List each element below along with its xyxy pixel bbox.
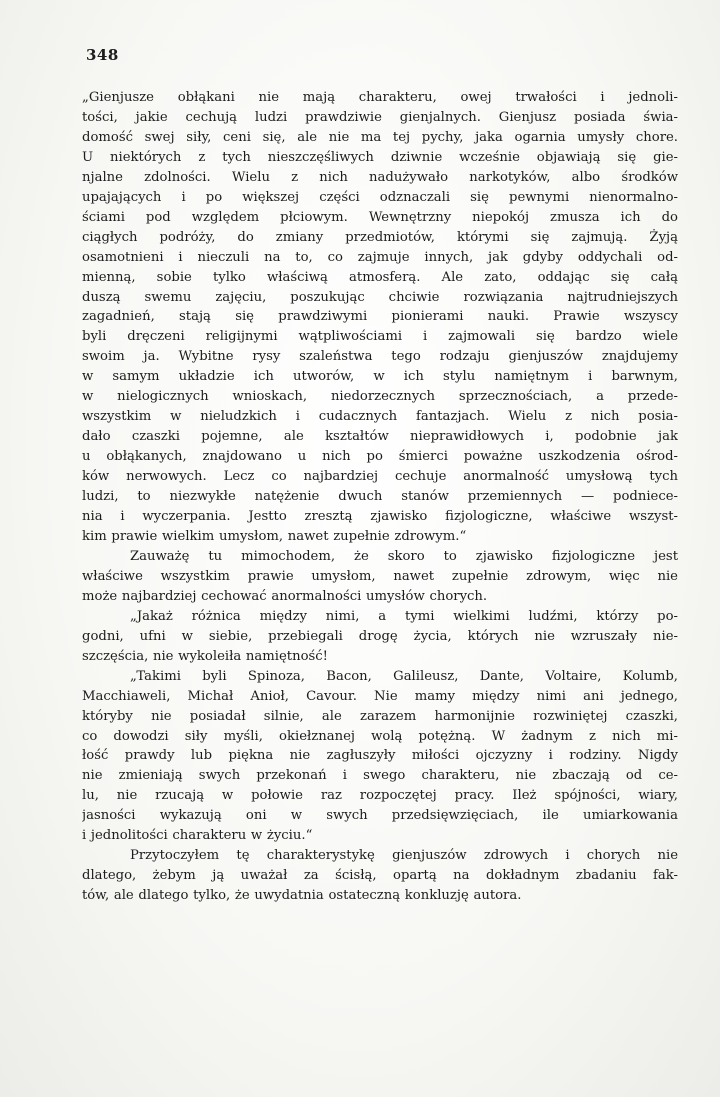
page-number: 348 — [86, 46, 119, 64]
text-line: co dowodzi siły myśli, okiełznanej wolą potężną. W żadnym z nich mi- — [82, 728, 678, 744]
text-line: nie zmieniają swych przekonań i swego charakteru, nie zbaczają od ce- — [82, 768, 678, 784]
text-line: zagadnień, stają się prawdziwymi pionierami nauki. Prawie wszyscy — [82, 309, 678, 325]
text-line: w samym układzie ich utworów, w ich stylu namiętnym i barwnym, — [82, 369, 678, 385]
text-line: lu, nie rzucają w połowie raz rozpoczętej pracy. Ileż spójności, wiary, — [82, 788, 678, 804]
text-line: swoim ja. Wybitne rysy szaleństwa tego rodzaju gienjuszów znajdujemy — [82, 349, 678, 365]
text-line: kim prawie wielkim umysłom, nawet zupełnie zdrowym.“ — [82, 528, 467, 544]
text-line: szczęścia, nie wykoleiła namiętność! — [82, 648, 328, 664]
text-line: dlatego, żebym ją uważał za ścisłą, opartą na dokładnym zbadaniu fak- — [82, 868, 678, 884]
text-line: w nielogicznych wnioskach, niedorzecznych sprzecznościach, a przede- — [82, 389, 678, 405]
text-line: domość swej siły, ceni się, ale nie ma tej pychy, jaka ogarnia umysły chore. — [82, 129, 678, 145]
text-line: ciągłych podróży, do zmiany przedmiotów, którymi się zajmują. Żyją — [82, 229, 678, 245]
text-line: ków nerwowych. Lecz co najbardziej cechuje anormalność umysłową tych — [82, 469, 678, 485]
text-line: upajających i po większej części odznaczali się pewnymi nienormalno- — [82, 189, 678, 205]
text-line: „Gienjusze obłąkani nie mają charakteru, owej trwałości i jednoli- — [82, 90, 678, 105]
text-line: Przytoczyłem tę charakterystykę gienjuszów zdrowych i chorych nie — [130, 848, 678, 864]
paragraph-1 — [82, 88, 678, 547]
text-line: u obłąkanych, znajdowano u nich po śmierci poważne uszkodzenia ośrod- — [82, 449, 678, 465]
paragraph-4 — [82, 667, 678, 847]
text-line: i jednolitości charakteru w życiu.“ — [82, 828, 313, 844]
text-line: „Takimi byli Spinoza, Bacon, Galileusz, Dante, Voltaire, Kolumb, — [130, 668, 678, 684]
text-line: nia i wyczerpania. Jestto zresztą zjawisko fizjologiczne, właściwe wszyst- — [82, 509, 678, 525]
text-line: może najbardziej cechować anormalności umysłów chorych. — [82, 588, 488, 604]
text-line: osamotnieni i nieczuli na to, co zajmuje innych, jak gdyby oddychali od- — [82, 249, 678, 265]
text-line: wszystkim w nieludzkich i cudacznych fantazjach. Wielu z nich posia- — [82, 409, 678, 425]
text-line: „Jakaż różnica między nimi, a tymi wielkimi ludźmi, którzy po- — [130, 608, 678, 624]
text-line: byli dręczeni religijnymi wątpliwościami i zajmowali się bardzo wiele — [82, 329, 678, 345]
text-line: któryby nie posiadał silnie, ale zarazem harmonijnie rozwiniętej czaszki, — [82, 708, 678, 724]
text-line: jasności wykazują oni w swych przedsięwzięciach, ile umiarkowania — [82, 808, 678, 824]
page-text — [82, 88, 678, 906]
paragraph-5 — [82, 846, 678, 906]
text-line: tości, jakie cechują ludzi prawdziwie gienjalnych. Gienjusz posiada świa- — [82, 109, 678, 125]
text-line: njalne zdolności. Wielu z nich nadużywało narkotyków, albo środków — [82, 169, 678, 185]
text-line: Macchiaweli, Michał Anioł, Cavour. Nie mamy między nimi ani jednego, — [82, 688, 678, 704]
text-line: właściwe wszystkim prawie umysłom, nawet zupełnie zdrowym, więc nie — [82, 568, 678, 584]
text-line: dało czaszki pojemne, ale kształtów nieprawidłowych i, podobnie jak — [82, 429, 678, 445]
text-line: mienną, sobie tylko właściwą atmosferą. Ale zato, oddając się całą — [82, 269, 678, 285]
text-line: łość prawdy lub piękna nie zagłuszyły miłości ojczyzny i rodziny. Nigdy — [82, 748, 678, 764]
text-line: ludzi, to niezwykłe natężenie dwuch stanów przemiennych — podniece- — [82, 489, 678, 505]
text-line: U niektórych z tych nieszczęśliwych dziwnie wcześnie objawiają się gie- — [82, 149, 678, 165]
text-line: godni, ufni w siebie, przebiegali drogę życia, których nie wzruszały nie- — [82, 628, 678, 644]
text-line: tów, ale dlatego tylko, że uwydatnia ostateczną konkluzję autora. — [82, 888, 522, 904]
paragraph-3 — [82, 607, 678, 667]
paragraph-2 — [82, 547, 678, 607]
text-line: duszą swemu zajęciu, poszukując chciwie rozwiązania najtrudniejszych — [82, 289, 678, 305]
text-line: Zauważę tu mimochodem, że skoro to zjawisko fizjologiczne jest — [130, 548, 678, 564]
text-line: ściami pod względem płciowym. Wewnętrzny niepokój zmusza ich do — [82, 209, 678, 225]
